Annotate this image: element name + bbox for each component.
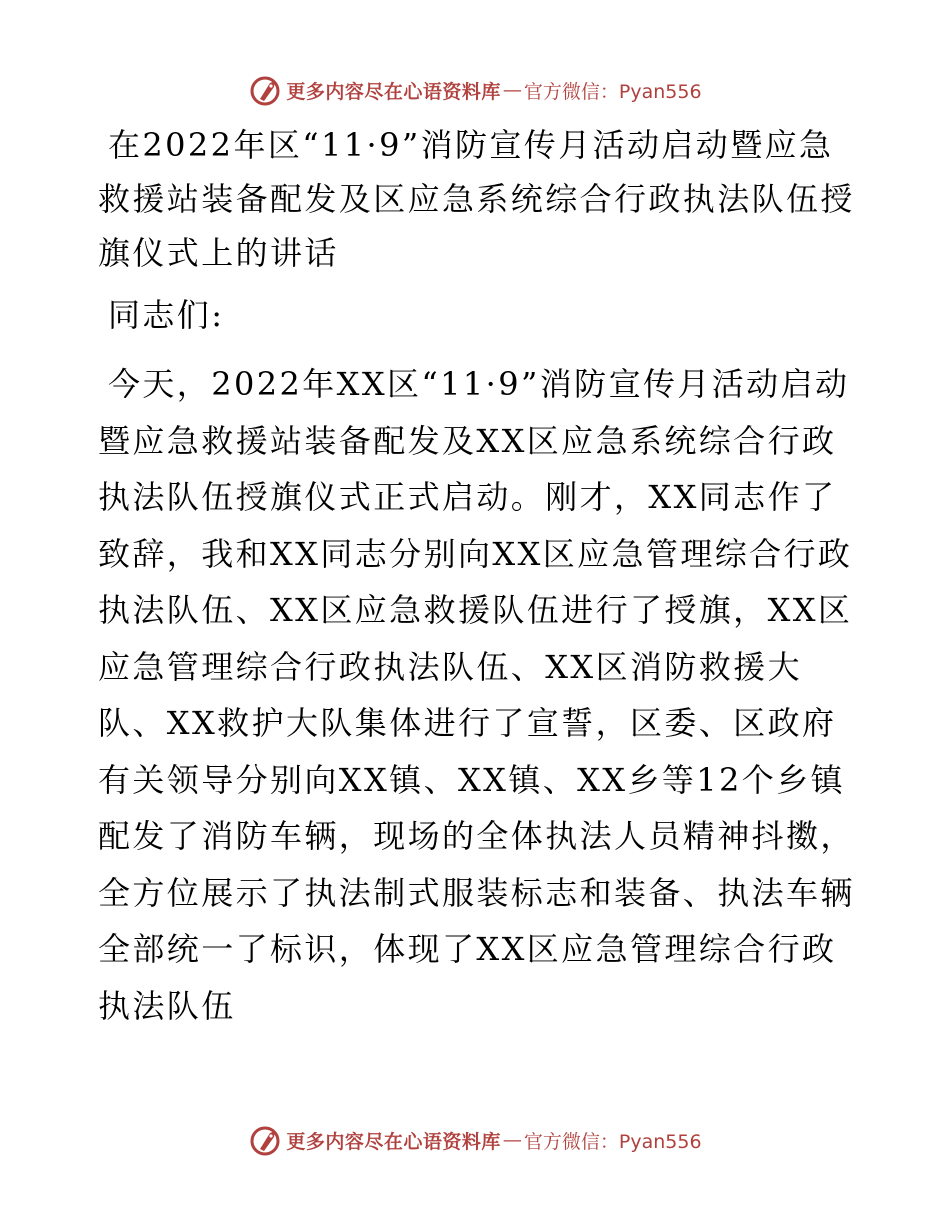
footer-banner-separator: — [502,1129,522,1151]
paragraph-1: 今天，2022年XX区“11·9”消防宣传月活动启动暨应急救援站装备配发及XX区应急系统综合行政执法队伍授旗仪式正式启动。刚才，XX同志作了致辞，我和XX同志分别向XX区应急管理综合行政执法队伍、XX区应急救援队伍进行了授旗，XX区应急管理综合行政执法队伍、XX区消防救援大队、XX救护大队集体进行了宣誓，区委、区政府有关领导分别向XX镇、XX镇、XX乡等12个乡镇配发了消防车辆，现场的全体执法人员精神抖擞，全方位展示了执法制式服装标志和装备、执法车辆全部统一了标识，体现了XX区应急管理综合行政执法队伍 [98,365,855,1025]
header-banner-text: 更多内容尽在心语资料库 [286,80,501,103]
footer-watermark-banner [0,1120,950,1160]
document-title: 在2022年区“11·9”消防宣传月活动启动暨应急救援站装备配发及区应急系统综合行政执法队伍授旗仪式上的讲话 [98,126,855,272]
footer-banner-wechat: 官方微信：Pyan556 [523,1130,702,1153]
header-watermark-banner [0,70,950,110]
pen-nib-circle-icon [248,72,284,108]
pen-nib-circle-icon [248,1122,284,1158]
document-body [98,118,858,1034]
header-banner-wechat: 官方微信：Pyan556 [523,80,702,103]
salutation: 同志们: [108,296,225,334]
footer-banner-text: 更多内容尽在心语资料库 [286,1130,501,1153]
header-banner-separator: — [502,79,522,101]
